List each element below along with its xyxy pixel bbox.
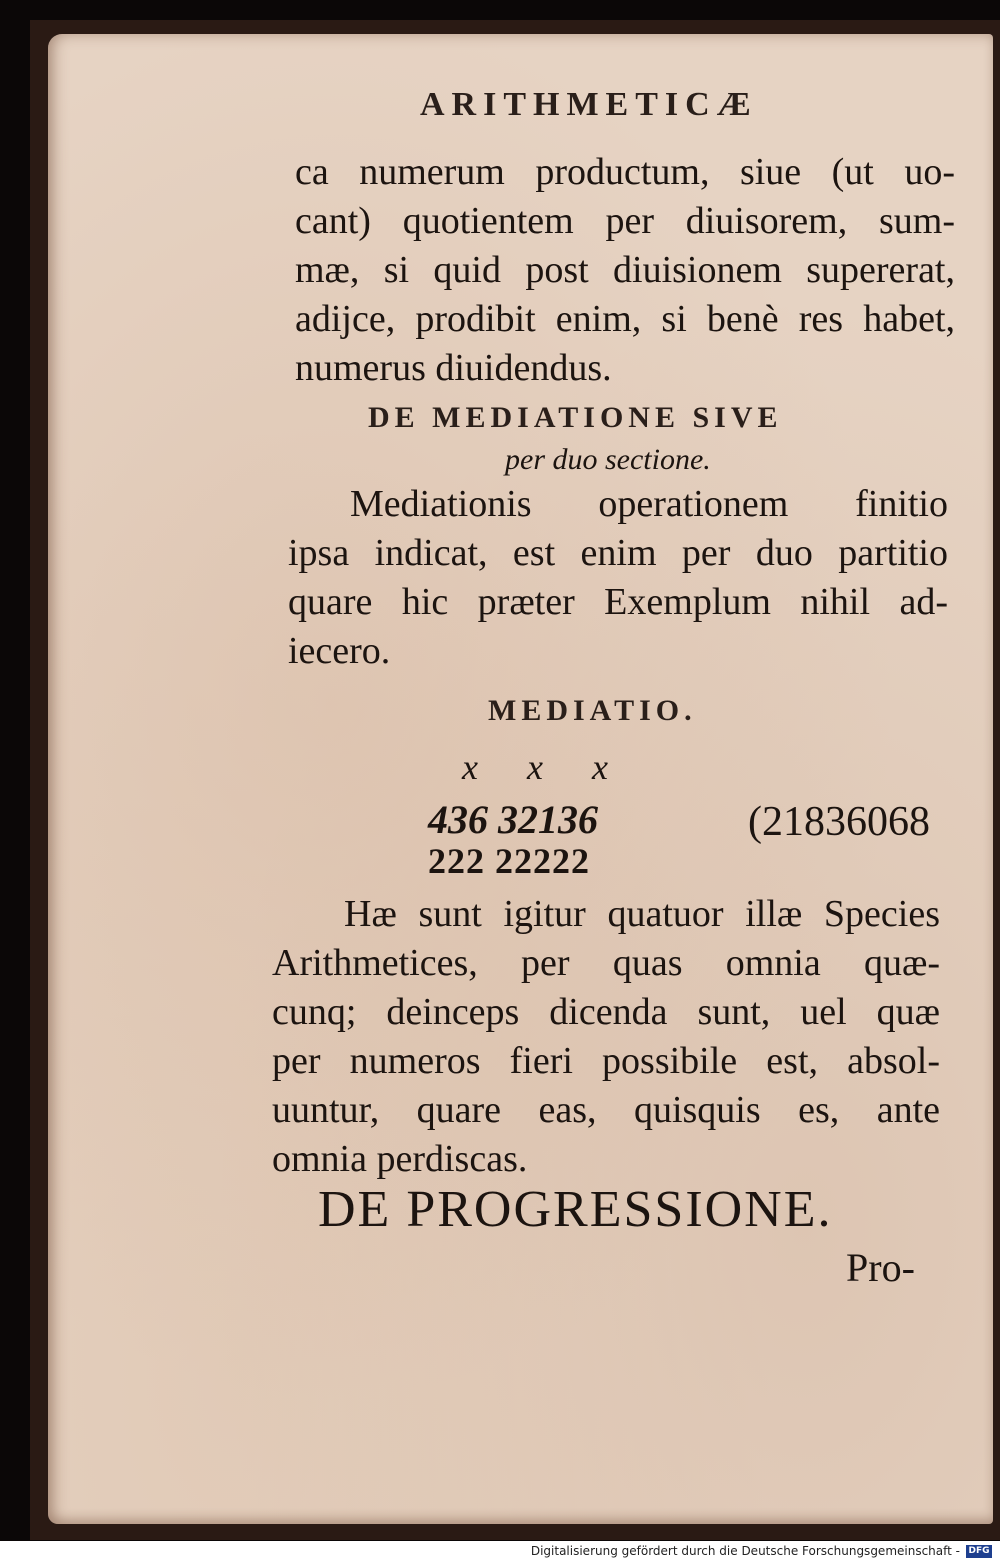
- text-line: quare hic præter Exemplum nihil ad-: [288, 581, 948, 623]
- division-quotient: (21836068: [748, 799, 930, 845]
- catchword: Pro-: [846, 1245, 915, 1290]
- next-section-heading: DE PROGRESSIONE.: [318, 1181, 833, 1238]
- text-line: numerus diuidendus.: [295, 347, 612, 389]
- text-line: cant) quotientem per diuisorem, sum-: [295, 200, 955, 242]
- dfg-logo-icon: DFG: [966, 1545, 992, 1558]
- text-line: per numeros fieri possibile est, absol-: [272, 1040, 940, 1082]
- text-line: ipsa indicat, est enim per duo partitio: [288, 532, 948, 574]
- text-line: iecero.: [288, 630, 391, 672]
- text-line: Arithmetices, per quas omnia quæ-: [272, 942, 940, 984]
- text-line: omnia perdiscas.: [272, 1138, 528, 1180]
- division-dividend: 436 32136: [428, 797, 598, 842]
- text-line: uuntur, quare eas, quisquis es, ante: [272, 1089, 940, 1131]
- running-title: ARITHMETICÆ: [420, 86, 758, 123]
- division-strike-marks: x x x: [462, 747, 608, 787]
- text-line: mæ, si quid post diuisionem supererat,: [295, 249, 955, 291]
- example-title: MEDIATIO.: [488, 694, 697, 727]
- paragraph-3: [272, 890, 940, 1184]
- section-title: DE MEDIATIONE SIVE: [368, 401, 783, 434]
- paragraph-2: [288, 480, 948, 676]
- text-line: Hæ sunt igitur quatuor illæ Species: [344, 893, 940, 935]
- paragraph-1: [295, 148, 955, 393]
- text-line: ca numerum productum, siue (ut uo-: [295, 151, 955, 193]
- text-line: adijce, prodibit enim, si benè res habet,: [295, 298, 955, 340]
- text-line: Mediationis operationem finitio: [350, 483, 948, 525]
- division-divisor: 222 22222: [428, 841, 590, 881]
- section-subtitle: per duo sectione.: [505, 443, 711, 476]
- text-line: cunq; deinceps dicenda sunt, uel quæ: [272, 991, 940, 1033]
- footer-credit: Digitalisierung gefördert durch die Deutsche Forschungsgemeinschaft -: [530, 1544, 960, 1558]
